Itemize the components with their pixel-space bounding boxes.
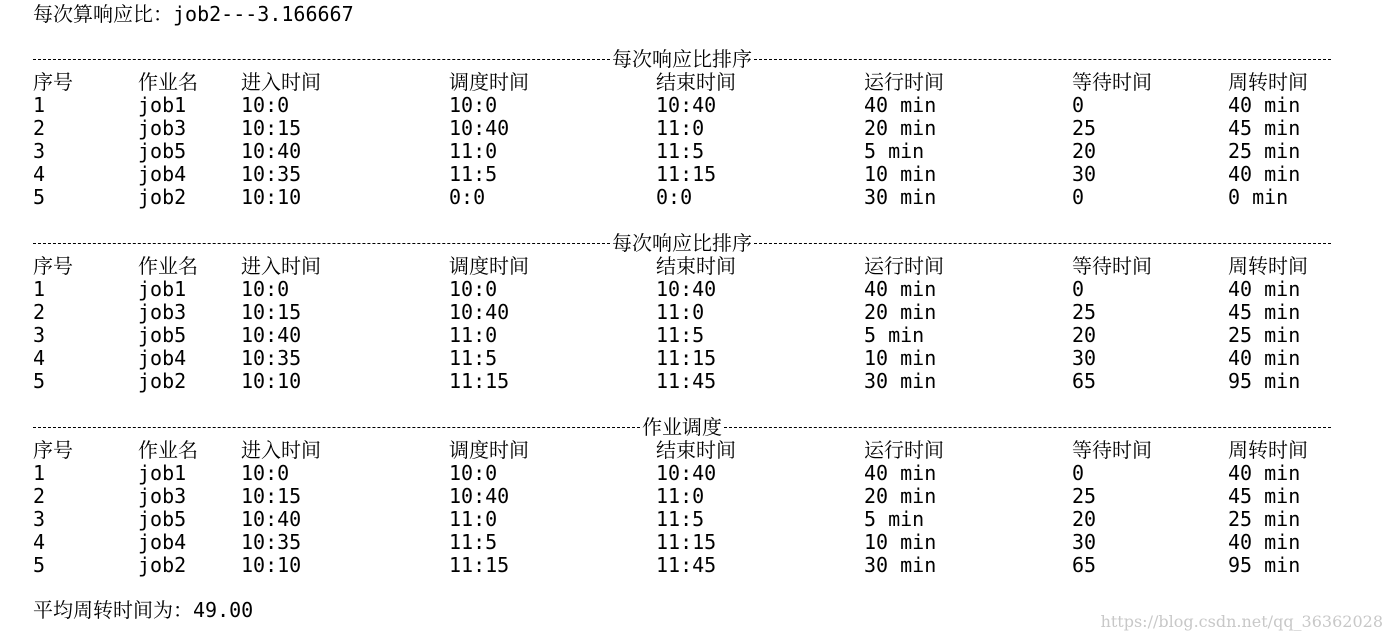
- table-cell: 11:5: [449, 530, 498, 554]
- table-cell: 30: [1072, 346, 1097, 370]
- table-cell: 40 min: [1228, 162, 1301, 186]
- table-header-row: [0, 255, 1393, 278]
- column-header: 结束时间: [656, 70, 736, 94]
- table-cell: job3: [138, 300, 187, 324]
- table-cell: job3: [138, 116, 187, 140]
- table-header-row: [0, 439, 1393, 462]
- table-cell: 11:5: [449, 346, 498, 370]
- column-header: 序号: [33, 254, 73, 278]
- table-cell: 3: [33, 139, 46, 163]
- table-cell: job2: [138, 185, 187, 209]
- table-cell: 25 min: [1228, 323, 1301, 347]
- table-cell: 11:5: [656, 507, 705, 531]
- table-cell: job1: [138, 93, 187, 117]
- response-ratio-line: 每次算响应比：job2---3.166667: [33, 2, 354, 26]
- table-cell: 40 min: [1228, 93, 1301, 117]
- table-cell: 11:0: [449, 139, 498, 163]
- column-header: 序号: [33, 438, 73, 462]
- table-cell: 10 min: [864, 162, 937, 186]
- table-cell: 10:0: [241, 277, 290, 301]
- table-cell: 5: [33, 553, 46, 577]
- table-cell: 20: [1072, 323, 1097, 347]
- table-cell: 11:0: [449, 323, 498, 347]
- column-header: 进入时间: [241, 254, 321, 278]
- column-header: 周转时间: [1228, 438, 1308, 462]
- table-cell: 20 min: [864, 300, 937, 324]
- table-cell: 11:15: [656, 530, 717, 554]
- table-cell: 5 min: [864, 139, 925, 163]
- column-header: 进入时间: [241, 438, 321, 462]
- table-cell: 1: [33, 93, 46, 117]
- table-cell: 10:0: [241, 461, 290, 485]
- table-cell: 20 min: [864, 116, 937, 140]
- table-row: [0, 508, 1393, 531]
- table-cell: 10:15: [241, 116, 302, 140]
- table-cell: job1: [138, 461, 187, 485]
- column-header: 周转时间: [1228, 254, 1308, 278]
- table-cell: 3: [33, 507, 46, 531]
- column-header: 运行时间: [864, 70, 944, 94]
- table-cell: 10:0: [449, 461, 498, 485]
- table-cell: 11:0: [656, 116, 705, 140]
- column-header: 作业名: [138, 438, 198, 462]
- table-cell: 40 min: [1228, 346, 1301, 370]
- table-cell: 25 min: [1228, 507, 1301, 531]
- table-cell: 3: [33, 323, 46, 347]
- table-cell: 40 min: [1228, 530, 1301, 554]
- table-cell: 0:0: [449, 185, 486, 209]
- table-cell: 11:0: [656, 300, 705, 324]
- table-cell: 10:0: [449, 277, 498, 301]
- column-header: 周转时间: [1228, 70, 1308, 94]
- column-header: 序号: [33, 70, 73, 94]
- column-header: 等待时间: [1072, 70, 1152, 94]
- table-cell: 11:5: [656, 139, 705, 163]
- table-row: [0, 347, 1393, 370]
- table-cell: 10:40: [449, 116, 510, 140]
- column-header: 作业名: [138, 254, 198, 278]
- table-cell: job5: [138, 507, 187, 531]
- table-row: [0, 324, 1393, 347]
- table-cell: 25 min: [1228, 139, 1301, 163]
- table-cell: 10:40: [241, 323, 302, 347]
- column-header: 调度时间: [449, 70, 529, 94]
- table-cell: 0: [1072, 277, 1085, 301]
- table-cell: 5: [33, 369, 46, 393]
- table-cell: 10:35: [241, 346, 302, 370]
- table-cell: 10 min: [864, 530, 937, 554]
- table-row: [0, 94, 1393, 117]
- table-cell: 2: [33, 300, 46, 324]
- table-cell: 0: [1072, 185, 1085, 209]
- column-header: 调度时间: [449, 254, 529, 278]
- table-cell: 95 min: [1228, 369, 1301, 393]
- table-cell: 10:0: [241, 93, 290, 117]
- table-cell: 30: [1072, 162, 1097, 186]
- column-header: 等待时间: [1072, 254, 1152, 278]
- table-cell: 40 min: [1228, 277, 1301, 301]
- table-cell: 10:15: [241, 300, 302, 324]
- table-cell: 10:40: [241, 139, 302, 163]
- table-cell: 25: [1072, 300, 1097, 324]
- table-cell: 45 min: [1228, 484, 1301, 508]
- table-cell: 25: [1072, 116, 1097, 140]
- table-cell: 10:40: [656, 93, 717, 117]
- table-cell: 20: [1072, 507, 1097, 531]
- table-cell: 10:40: [656, 277, 717, 301]
- table-cell: 11:0: [449, 507, 498, 531]
- column-header: 等待时间: [1072, 438, 1152, 462]
- table-cell: 10:0: [449, 93, 498, 117]
- table-cell: 11:45: [656, 369, 717, 393]
- table-cell: 0: [1072, 93, 1085, 117]
- table-cell: 0 min: [1228, 185, 1289, 209]
- table-cell: 5 min: [864, 507, 925, 531]
- table-cell: job2: [138, 369, 187, 393]
- table-cell: 30 min: [864, 185, 937, 209]
- table-cell: 65: [1072, 553, 1097, 577]
- table-cell: 11:0: [656, 484, 705, 508]
- table-cell: 11:15: [656, 346, 717, 370]
- table-cell: 10 min: [864, 346, 937, 370]
- table-cell: 10:10: [241, 369, 302, 393]
- table-row: [0, 531, 1393, 554]
- table-cell: 10:40: [449, 484, 510, 508]
- column-header: 运行时间: [864, 254, 944, 278]
- table-cell: 11:45: [656, 553, 717, 577]
- table-cell: 11:5: [449, 162, 498, 186]
- table-cell: 0:0: [656, 185, 693, 209]
- table-cell: job5: [138, 139, 187, 163]
- table-cell: 11:15: [656, 162, 717, 186]
- table-cell: 2: [33, 484, 46, 508]
- table-cell: 4: [33, 162, 46, 186]
- table-cell: job3: [138, 484, 187, 508]
- table-row: [0, 278, 1393, 301]
- table-cell: 10:10: [241, 185, 302, 209]
- table-cell: 10:40: [449, 300, 510, 324]
- table-cell: 10:35: [241, 162, 302, 186]
- table-cell: 40 min: [864, 277, 937, 301]
- table-cell: 40 min: [864, 461, 937, 485]
- table-cell: 10:35: [241, 530, 302, 554]
- table-cell: 30 min: [864, 553, 937, 577]
- column-header: 调度时间: [449, 438, 529, 462]
- table-cell: 25: [1072, 484, 1097, 508]
- table-cell: 1: [33, 277, 46, 301]
- section-separator: [33, 232, 1331, 255]
- table-cell: 10:40: [656, 461, 717, 485]
- section-title: 作业调度: [642, 415, 722, 439]
- table-row: [0, 462, 1393, 485]
- table-cell: 45 min: [1228, 300, 1301, 324]
- table-cell: 1: [33, 461, 46, 485]
- table-row: [0, 370, 1393, 393]
- section-title: 每次响应比排序: [612, 231, 752, 255]
- table-cell: job2: [138, 553, 187, 577]
- table-cell: job5: [138, 323, 187, 347]
- table-row: [0, 140, 1393, 163]
- column-header: 结束时间: [656, 254, 736, 278]
- table-cell: 65: [1072, 369, 1097, 393]
- table-row: [0, 485, 1393, 508]
- table-cell: 45 min: [1228, 116, 1301, 140]
- table-cell: 5 min: [864, 323, 925, 347]
- table-row: [0, 163, 1393, 186]
- watermark-url: https://blog.csdn.net/qq_36362028: [1100, 612, 1383, 631]
- table-cell: 11:15: [449, 553, 510, 577]
- column-header: 进入时间: [241, 70, 321, 94]
- table-cell: 2: [33, 116, 46, 140]
- column-header: 运行时间: [864, 438, 944, 462]
- table-row: [0, 554, 1393, 577]
- table-cell: 5: [33, 185, 46, 209]
- table-cell: 30 min: [864, 369, 937, 393]
- dashed-rule: [724, 427, 1331, 428]
- section-separator: [33, 48, 1331, 71]
- table-cell: job4: [138, 162, 187, 186]
- table-cell: 20 min: [864, 484, 937, 508]
- column-header: 作业名: [138, 70, 198, 94]
- table-cell: 30: [1072, 530, 1097, 554]
- table-cell: 11:15: [449, 369, 510, 393]
- table-cell: 40 min: [864, 93, 937, 117]
- table-cell: 11:5: [656, 323, 705, 347]
- table-cell: job4: [138, 346, 187, 370]
- section-title: 每次响应比排序: [612, 47, 752, 71]
- table-row: [0, 301, 1393, 324]
- dashed-rule: [754, 243, 1331, 244]
- table-cell: 20: [1072, 139, 1097, 163]
- dashed-rule: [33, 243, 610, 244]
- table-cell: 10:15: [241, 484, 302, 508]
- dashed-rule: [33, 427, 640, 428]
- table-row: [0, 117, 1393, 140]
- table-header-row: [0, 71, 1393, 94]
- table-cell: job4: [138, 530, 187, 554]
- dashed-rule: [33, 59, 610, 60]
- table-cell: 4: [33, 346, 46, 370]
- table-cell: job1: [138, 277, 187, 301]
- table-row: [0, 186, 1393, 209]
- table-cell: 4: [33, 530, 46, 554]
- table-cell: 40 min: [1228, 461, 1301, 485]
- section-separator: [33, 416, 1331, 439]
- table-cell: 95 min: [1228, 553, 1301, 577]
- table-cell: 10:40: [241, 507, 302, 531]
- column-header: 结束时间: [656, 438, 736, 462]
- table-cell: 10:10: [241, 553, 302, 577]
- dashed-rule: [754, 59, 1331, 60]
- average-turnaround-line: 平均周转时间为：49.00: [33, 598, 254, 622]
- table-cell: 0: [1072, 461, 1085, 485]
